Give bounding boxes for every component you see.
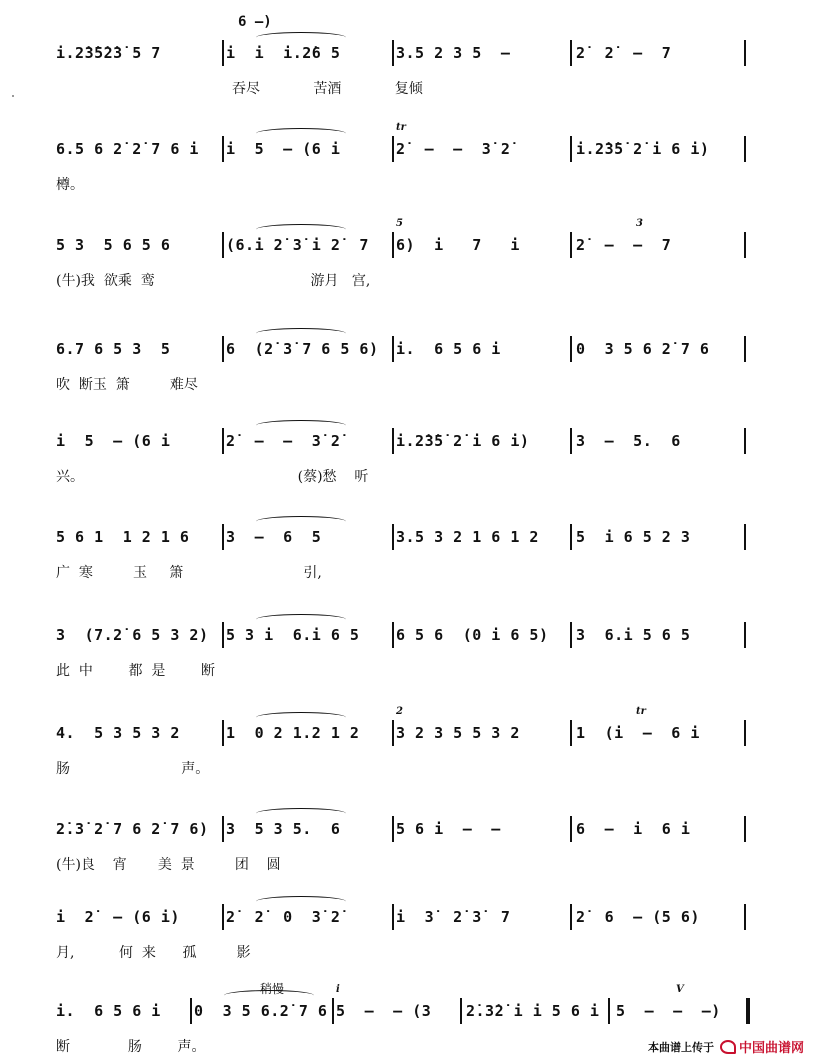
measure: 6 (2̇ 3̇ 7 6 5 6)	[226, 340, 379, 358]
ornament-mark: 3	[636, 218, 643, 229]
ornament-mark: V	[676, 984, 684, 995]
measure: 2̇ – – 7	[576, 236, 672, 254]
measure: 5 3 i 6.i 6 5	[226, 626, 360, 644]
bar-line	[222, 136, 224, 162]
bar-line	[392, 524, 394, 550]
ornament-mark: 5	[396, 218, 403, 229]
measure: i 5 – (6 i	[226, 140, 341, 158]
bar-line	[744, 40, 746, 66]
logo-mark-icon	[720, 1040, 736, 1054]
score-line-2	[56, 122, 756, 200]
bar-line	[392, 232, 394, 258]
score-line-6	[56, 526, 756, 588]
measure: 3 2 3 5 5 3 2	[396, 724, 520, 742]
site-name: 中国曲谱网	[738, 1041, 804, 1056]
bar-line	[570, 720, 572, 746]
measure: i 5 – (6 i	[56, 432, 171, 450]
measure: 6.7 6 5 3 5	[56, 340, 171, 358]
score-line-10	[56, 906, 756, 968]
bar-line	[570, 904, 572, 930]
bar-line	[222, 336, 224, 362]
score-line-4	[56, 338, 756, 400]
score-line-9	[56, 818, 756, 880]
lyric-line: 此 中 都 是 断	[56, 663, 216, 679]
bar-line	[744, 904, 746, 930]
measure: 2̇.3̇2̇ i i 5 6 i	[466, 1002, 600, 1020]
slur-arc	[256, 420, 346, 431]
measure: 1 0 2 1.2 1 2	[226, 724, 360, 742]
bar-line	[570, 40, 572, 66]
score-line-8	[56, 706, 756, 784]
bar-line	[392, 40, 394, 66]
slur-arc	[256, 712, 346, 723]
bar-line	[744, 622, 746, 648]
measure: 5 – – –)	[616, 1002, 721, 1020]
bar-line	[744, 720, 746, 746]
bar-line	[744, 524, 746, 550]
measure: 3 – 5. 6	[576, 432, 681, 450]
bar-line	[570, 816, 572, 842]
bar-line	[222, 622, 224, 648]
bar-line	[222, 720, 224, 746]
slur-arc	[256, 32, 346, 43]
ornament-mark: tr	[396, 122, 406, 133]
bar-line	[744, 232, 746, 258]
lyric-line: 吹 断玉 箫 难尽	[56, 377, 198, 393]
measure: 3 (7.2̇ 6 5 3 2)	[56, 626, 209, 644]
measure: 5 6 i – –	[396, 820, 501, 838]
bar-line	[744, 136, 746, 162]
bar-line	[570, 428, 572, 454]
slur-arc	[256, 224, 346, 235]
measure: 3.5 2 3 5 –	[396, 44, 511, 62]
score-line-3	[56, 218, 756, 296]
bar-line	[570, 232, 572, 258]
measure: i.2̇3̇5̇2̇3̇ 5 7	[56, 44, 161, 62]
measure: 3 – 6 5	[226, 528, 322, 546]
measure: 3.5 3 2 1 6 1 2	[396, 528, 539, 546]
lyric-line: 樽。	[56, 177, 84, 193]
bar-line	[746, 998, 750, 1024]
measure: 2̇ 6 – (5 6)	[576, 908, 700, 926]
lyric-line: 广 寒 玉 箫 引,	[56, 565, 322, 581]
score-line-7	[56, 624, 756, 686]
measure: 3 6.i 5 6 5	[576, 626, 691, 644]
bar-line	[744, 336, 746, 362]
margin-dot	[12, 95, 14, 97]
measure: 6 – i 6 i	[576, 820, 691, 838]
slur-arc	[256, 614, 346, 625]
ornament-mark: tr	[636, 706, 646, 717]
bar-line	[608, 998, 610, 1024]
site-logo[interactable]	[720, 1037, 804, 1056]
measure: i.2̇3̇5̇ 2̇ i 6 i)	[396, 432, 530, 450]
bar-line	[222, 904, 224, 930]
bar-line	[570, 524, 572, 550]
ornament-mark: 2	[396, 706, 403, 717]
site-footer	[648, 1037, 804, 1056]
bar-line	[222, 428, 224, 454]
bar-line	[392, 816, 394, 842]
measure: 2̇ 2̇ – 7	[576, 44, 672, 62]
slur-arc	[256, 128, 346, 139]
measure: 2̇.3̇ 2̇ 7 6 2̇ 7 6)	[56, 820, 209, 838]
measure: i.2̇3̇5̇ 2̇ i 6 i)	[576, 140, 710, 158]
bar-line	[460, 998, 462, 1024]
bar-line	[392, 622, 394, 648]
measure: 3 5 3 5. 6	[226, 820, 341, 838]
lyric-line: 兴。 (蔡)愁 听	[56, 469, 369, 485]
bar-line	[222, 816, 224, 842]
bar-line	[392, 428, 394, 454]
score-line-5	[56, 430, 756, 492]
pickup-notes: 6 –)	[238, 14, 272, 30]
measure: 2̇ – – 3̇ 2̇	[396, 140, 511, 158]
measure: 6 5 6 (0 i 6 5)	[396, 626, 549, 644]
bar-line	[392, 720, 394, 746]
measure: 4. 5 3 5 3 2	[56, 724, 180, 742]
bar-line	[190, 998, 192, 1024]
lyric-line: 肠 声。	[56, 761, 210, 777]
lyric-line: 吞尽 苦酒 复倾	[232, 81, 423, 97]
bar-line	[392, 336, 394, 362]
measure: i 3̇ 2̇ 3̇ 7	[396, 908, 511, 926]
lyric-line: 断 肠 声。	[56, 1039, 206, 1055]
bar-line	[222, 524, 224, 550]
measure: 6.5 6 2̇ 2̇ 7 6 i	[56, 140, 199, 158]
measure: i i i.2̇6 5	[226, 44, 341, 62]
bar-line	[392, 904, 394, 930]
upload-caption: 本曲谱上传于	[647, 1040, 714, 1054]
bar-line	[744, 428, 746, 454]
bar-line	[570, 336, 572, 362]
bar-line	[392, 136, 394, 162]
ornament-mark: i	[336, 984, 340, 995]
measure: 6) i 7 i	[396, 236, 520, 254]
measure: i. 6 5 6 i	[396, 340, 501, 358]
slur-arc	[256, 328, 346, 339]
measure: (6.i 2̇ 3̇ i 2̇ 7	[226, 236, 369, 254]
lyric-line: (牛)良 宵 美 景 团 圆	[56, 857, 281, 873]
measure: 5 i 6 5 2 3	[576, 528, 691, 546]
bar-line	[332, 998, 334, 1024]
bar-line	[744, 816, 746, 842]
measure: 5 – – (3	[336, 1002, 432, 1020]
measure: i 2̇ – (6 i)	[56, 908, 180, 926]
measure: 1 (i – 6 i	[576, 724, 700, 742]
bar-line	[222, 40, 224, 66]
tempo-marking: 稍慢	[260, 982, 285, 996]
measure: 2̇ 2̇ 0 3̇ 2̇	[226, 908, 341, 926]
slur-arc	[256, 808, 346, 819]
bar-line	[570, 136, 572, 162]
measure: 0 3 5 6 2̇ 7 6	[576, 340, 710, 358]
lyric-line: (牛)我 欲乘 鸾 游月 宫,	[56, 273, 371, 289]
slur-arc	[256, 896, 346, 907]
bar-line	[222, 232, 224, 258]
lyric-line: 月, 何 来 孤 影	[56, 945, 251, 961]
measure: 2̇ – – 3̇ 2̇	[226, 432, 341, 450]
bar-line	[570, 622, 572, 648]
score-line-1	[56, 42, 756, 104]
measure: 5 3 5 6 5 6	[56, 236, 171, 254]
slur-arc	[256, 516, 346, 527]
measure: i. 6 5 6 i	[56, 1002, 161, 1020]
measure: 0 3 5 6.2̇ 7 6	[194, 1002, 328, 1020]
measure: 5 6 1 1 2 1 6	[56, 528, 190, 546]
